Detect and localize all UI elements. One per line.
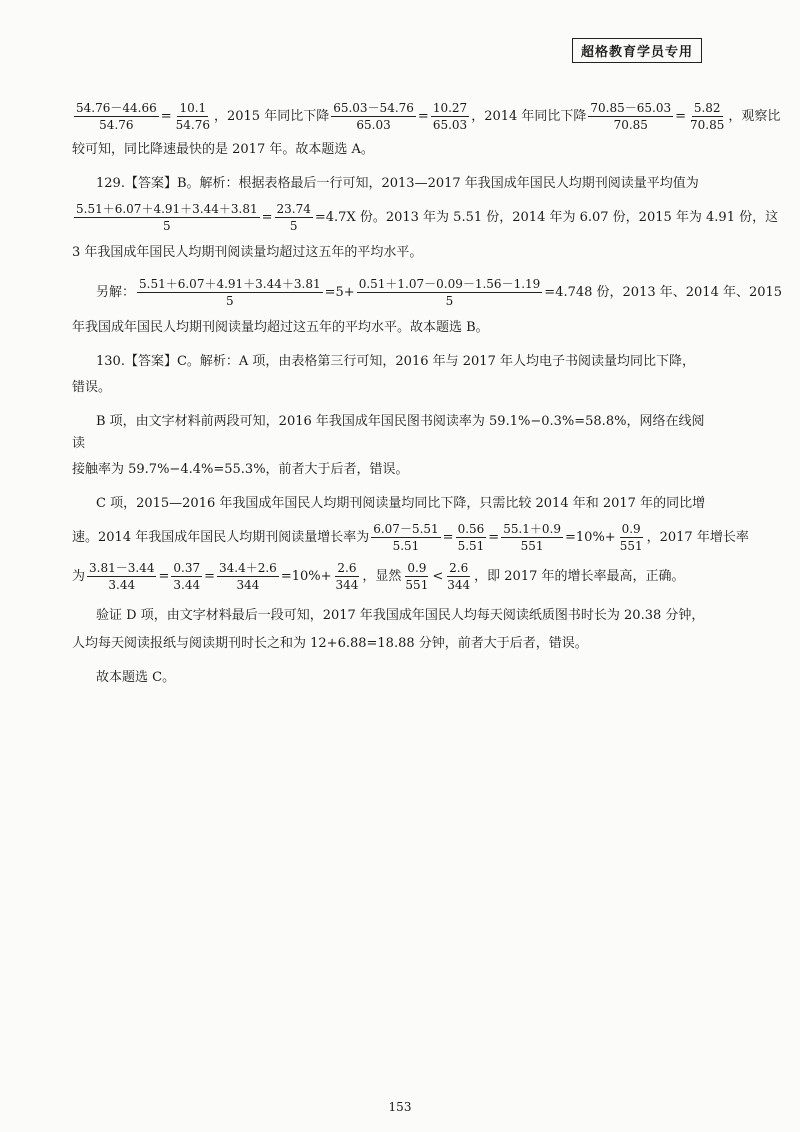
text-run: ，观察比 [728, 108, 781, 124]
fraction: $\frac{34.4+2.6}{344}$ [219, 561, 277, 592]
q129-alt-line [72, 276, 783, 309]
document-body [72, 100, 783, 689]
block1-line1 [72, 100, 781, 133]
equals-sign: = [417, 108, 429, 124]
text-run: ，2014 年同比下降 [471, 108, 587, 124]
equals-sign: = [488, 529, 500, 545]
text-run: =4.748 份，2013 年、2014 年、2015 [544, 284, 783, 300]
q130-intro2: 错误。 [72, 380, 112, 395]
text-run: ，2017 年增长率 [646, 529, 749, 545]
equals-sign: =5+ [324, 284, 355, 300]
text-run: ，即 2017 年的增长率最高，正确。 [474, 568, 685, 584]
text-run: =4.7X 份。2013 年为 5.51 份，2014 年为 6.07 份，2015 年为 4.91 份，这 [314, 209, 779, 225]
fraction: $\frac{6.07-5.51}{5.51}$ [373, 522, 439, 553]
header-tag: 超格教育学员专用 [572, 38, 702, 63]
fraction: $\frac{2.6}{344}$ [447, 561, 471, 592]
alt-label: 另解： [96, 284, 136, 300]
page-number: 153 [388, 1100, 412, 1114]
text-run: 为 [72, 568, 86, 584]
q130-d2: 人均每天阅读报纸与阅读期刊时长之和为 12+6.88=18.88 分钟，前者大于后者，错误。 [72, 636, 588, 651]
fraction: $\frac{70.85-65.03}{70.85}$ [590, 101, 672, 132]
fraction: $\frac{0.56}{5.51}$ [457, 522, 485, 553]
text-run: ，2015 年同比下降 [213, 108, 330, 124]
q130-d1: 验证 D 项，由文字材料最后一段可知，2017 年我国成年国民人均每天阅读纸质图书时长为 20.38 分钟， [96, 608, 705, 623]
fraction: $\frac{2.6}{344}$ [335, 561, 359, 592]
fraction: $\frac{5.51+6.07+4.91+3.44+3.81}{5}$ [76, 202, 258, 233]
q130-c3 [72, 560, 712, 593]
fraction: $\frac{0.51+1.07-0.09-1.56-1.19}{5}$ [358, 277, 541, 308]
q130-conclusion: 故本题选 C。 [96, 670, 176, 685]
q130-c1: C 项，2015—2016 年我国成年国民人均期刊阅读量均同比下降，只需比较 2014 年和 2017 年的同比增 [96, 496, 706, 511]
text-run: =10%+ [280, 568, 332, 584]
q129-line5: 年我国成年国民人均期刊阅读量均超过这五年的平均水平。故本题选 B。 [72, 320, 489, 335]
fraction: $\frac{65.03-54.76}{65.03}$ [333, 101, 414, 132]
fraction: $\frac{10.27}{65.03}$ [432, 101, 468, 132]
fraction: $\frac{54.76-44.66}{54.76}$ [76, 101, 157, 132]
fraction: $\frac{10.1}{54.76}$ [175, 101, 210, 132]
fraction: $\frac{3.81-3.44}{3.44}$ [89, 561, 155, 592]
fraction: $\frac{23.74}{5}$ [276, 202, 311, 233]
text-run: 速。2014 年我国成年国民人均期刊阅读量增长率为 [72, 529, 370, 545]
equals-sign: = [261, 209, 273, 225]
fraction: $\frac{0.9}{551}$ [405, 561, 429, 592]
q130-b2: 接触率为 59.7%−4.4%=55.3%，前者大于后者，错误。 [72, 462, 409, 477]
equals-sign: = [158, 568, 170, 584]
equals-sign: = [204, 568, 215, 584]
q130-intro: 130.【答案】C。解析：A 项，由表格第三行可知，2016 年与 2017 年人均电子书阅读量均同比下降， [96, 354, 695, 369]
q130-b1: B 项，由文字材料前两段可知，2016 年我国成年国民图书阅读率为 59.1%−0.3%=58.8%，网络在线阅读 [72, 414, 705, 451]
q129-intro: 129.【答案】B。解析：根据表格最后一行可知，2013—2017 年我国成年国民人均期刊阅读量平均值为 [96, 176, 699, 191]
fraction: $\frac{5.82}{70.85}$ [690, 101, 725, 132]
q129-line2 [72, 201, 779, 234]
fraction: $\frac{5.51+6.07+4.91+3.44+3.81}{5}$ [139, 277, 321, 308]
fraction: $\frac{55.1+0.9}{551}$ [503, 522, 562, 553]
text-run: ，显然 [362, 568, 402, 584]
fraction: $\frac{0.37}{3.44}$ [173, 561, 201, 592]
less-than-sign: < [432, 568, 444, 584]
equals-sign: = [675, 108, 687, 124]
equals-sign: = [160, 108, 172, 124]
text-run: =10%+ [565, 529, 616, 545]
fraction: $\frac{0.9}{551}$ [619, 522, 643, 553]
block1-line2: 较可知，同比降速最快的是 2017 年。故本题选 A。 [72, 142, 374, 157]
equals-sign: = [442, 529, 454, 545]
q129-line3: 3 年我国成年国民人均期刊阅读量均超过这五年的平均水平。 [72, 245, 423, 260]
q130-c2 [72, 521, 749, 554]
